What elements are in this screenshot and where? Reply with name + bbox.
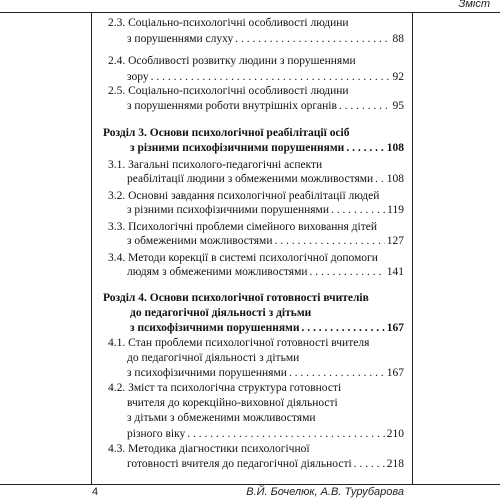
running-footer	[0, 484, 500, 501]
toc-number: 4.2.	[108, 382, 126, 394]
toc-entry-2-5	[108, 84, 404, 98]
toc-entry-3-3-cont	[127, 234, 404, 248]
toc-entry-4-1-cont	[127, 351, 404, 365]
dot-leader	[274, 234, 384, 248]
toc-number: 3.4.	[108, 252, 126, 264]
toc-section-number: Розділ 4.	[103, 292, 147, 304]
toc-title-line: Основні завдання психологічної реабілітації людей	[128, 190, 380, 202]
toc-entry-3-1-cont	[127, 172, 404, 186]
toc-page-number: 167	[386, 367, 404, 379]
toc-page-number: 108	[386, 173, 404, 185]
header-title: Зміст	[458, 0, 490, 10]
toc-entry-4-2-cont	[127, 396, 404, 410]
dot-leader	[235, 32, 390, 46]
toc-entry-3-4-cont	[127, 265, 404, 279]
toc-number: 3.1.	[108, 159, 126, 171]
toc-section-title: Основи психологічної готовності вчителів	[149, 292, 369, 304]
toc-title-line: Психологічні проблеми сімейного виховання дітей	[128, 221, 378, 233]
toc-number: 3.2.	[108, 190, 126, 202]
toc-title-line: з психофізичними порушеннями	[127, 367, 287, 379]
toc-entry-2-4-cont	[127, 70, 404, 84]
left-margin-rule	[91, 12, 92, 484]
toc-title-line: вчителя до корекційно-виховної діяльності	[127, 397, 338, 409]
toc-entry-4-2-cont3	[127, 427, 404, 441]
toc-section-4-cont2	[130, 321, 404, 335]
toc-number: 2.3.	[108, 17, 126, 29]
toc-entry-3-2	[108, 189, 404, 203]
toc-entry-3-4	[108, 251, 404, 265]
toc-title-line: Стан проблеми психологічної готовності вчителя	[128, 337, 370, 349]
dot-leader	[331, 203, 385, 217]
running-header	[0, 0, 500, 13]
footer-page-number: 4	[92, 486, 99, 498]
toc-page-number: 95	[392, 100, 404, 112]
toc-title-line: з дітьми з обмеженими можливостями	[127, 412, 316, 424]
toc-entry-3-2-cont	[127, 203, 404, 217]
toc-section-title: з психофізичними порушеннями	[130, 322, 300, 334]
toc-entry-2-3-cont	[127, 32, 404, 46]
toc-page-number: 119	[387, 204, 404, 216]
toc-title-line: Соціально-психологічні особливості людини	[128, 17, 349, 29]
toc-page-number: 141	[386, 266, 404, 278]
toc-title-line: Загальні психолого-педагогічні аспекти	[128, 159, 323, 171]
toc-section-3-cont	[130, 141, 404, 155]
toc-title-line: зору	[127, 71, 149, 83]
toc-page-number: 210	[386, 428, 404, 440]
toc-page-number: 108	[386, 142, 404, 154]
toc-title-line: людям з обмеженими можливостями	[127, 266, 308, 278]
toc-title-line: з порушеннями роботи внутрішніх органів	[127, 100, 337, 112]
toc-title-line: Методика діагностики психологічної	[128, 443, 310, 455]
toc-page-number: 218	[386, 458, 404, 470]
dot-leader	[354, 457, 385, 471]
toc-title-line: Особливості розвитку людини з порушеннями	[128, 55, 356, 67]
toc-title-line: з різними психофізичними порушеннями	[127, 204, 329, 216]
toc-title-line: реабілітації людини з обмеженими можливостями	[127, 173, 374, 185]
toc-number: 4.1.	[108, 337, 126, 349]
toc-number: 3.3.	[108, 221, 126, 233]
toc-title-line: різного віку	[127, 428, 186, 440]
toc-entry-3-3	[108, 220, 404, 234]
toc-entry-2-5-cont	[127, 99, 404, 113]
dot-leader	[339, 99, 391, 113]
toc-section-3	[103, 126, 404, 140]
toc-entry-4-2	[108, 381, 404, 395]
toc-page-number: 167	[386, 322, 404, 334]
dot-leader	[289, 366, 385, 380]
toc-entry-4-1-cont2	[127, 366, 404, 380]
dot-leader	[346, 141, 384, 155]
toc-number: 2.4.	[108, 55, 126, 67]
dot-leader	[151, 70, 391, 84]
toc-title-line: до педагогічної діяльності з дітьми	[127, 352, 300, 364]
toc-title-line: з порушеннями слуху	[127, 33, 234, 45]
toc-section-title: з різними психофізичними порушеннями	[130, 142, 345, 154]
toc-entry-4-3-cont	[127, 457, 404, 471]
toc-page-number: 127	[386, 235, 404, 247]
footer-authors: В.Й. Бочелюк, А.В. Турубарова	[246, 486, 404, 498]
toc-section-number: Розділ 3.	[103, 127, 147, 139]
dot-leader	[375, 172, 385, 186]
toc-page-number: 88	[392, 33, 404, 45]
toc-title-line: Методи корекції в системі психологічної допомоги	[128, 252, 378, 264]
toc-number: 2.5.	[108, 85, 126, 97]
toc-section-title: Основи психологічної реабілітації осіб	[149, 127, 350, 139]
toc-entry-4-1	[108, 336, 404, 350]
toc-section-title: до педагогічної діяльності з дітьми	[130, 307, 312, 319]
toc-page-number: 92	[392, 71, 404, 83]
toc-title-line: готовності вчителя до педагогічної діяльності	[127, 458, 352, 470]
toc-entry-3-1	[108, 158, 404, 172]
dot-leader	[187, 427, 385, 441]
toc-entry-2-3	[108, 16, 404, 30]
right-margin-rule	[412, 12, 413, 484]
toc-section-4-cont	[130, 306, 404, 320]
dot-leader	[310, 265, 385, 279]
toc-entry-4-2-cont2	[127, 411, 404, 425]
dot-leader	[302, 321, 385, 335]
toc-title-line: Зміст та психологічна структура готовності	[128, 382, 342, 394]
toc-number: 4.3.	[108, 443, 126, 455]
toc-entry-4-3	[108, 442, 404, 456]
toc-section-4	[103, 291, 404, 305]
toc-title-line: з обмеженими можливостями	[127, 235, 273, 247]
toc-entry-2-4	[108, 54, 404, 68]
toc-title-line: Соціально-психологічні особливості людини	[128, 85, 349, 97]
